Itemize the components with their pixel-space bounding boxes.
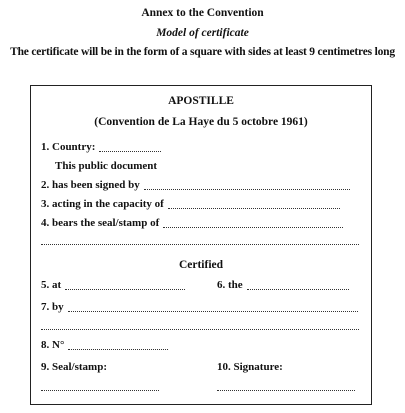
public-document-label: This public document <box>55 160 158 172</box>
model-title: Model of certificate <box>156 27 249 39</box>
size-requirement: The certificate will be in the form of a square with sides at least 9 centimetres long <box>10 46 395 58</box>
seal-row <box>41 217 343 230</box>
by-continuation-line <box>41 329 359 330</box>
signed-by-label: 2. has been signed by <box>41 179 140 191</box>
signature-label: 10. Signature: <box>217 361 283 373</box>
signature-row <box>217 361 283 374</box>
capacity-label: 3. acting in the capacity of <box>41 198 164 210</box>
seal-label: 4. bears the seal/stamp of <box>41 217 160 229</box>
seal-continuation-line <box>41 244 359 245</box>
country-line <box>99 143 161 152</box>
date-line <box>247 281 349 290</box>
date-label: 6. the <box>217 279 243 291</box>
public-document-text <box>55 160 157 173</box>
seal-stamp-label: 9. Seal/stamp: <box>41 361 107 373</box>
capacity-row <box>41 198 340 211</box>
signature-line <box>217 390 355 391</box>
number-label: 8. N° <box>41 339 65 351</box>
by-label: 7. by <box>41 301 64 313</box>
at-line <box>65 281 185 290</box>
country-label: 1. Country: <box>41 141 96 153</box>
annex-title: Annex to the Convention <box>141 7 264 19</box>
by-row <box>41 301 358 314</box>
number-line <box>68 341 168 350</box>
apostille-certificate <box>30 85 372 405</box>
at-label: 5. at <box>41 279 62 291</box>
at-row <box>41 279 185 292</box>
signed-by-row <box>41 179 350 192</box>
country-row <box>41 141 161 154</box>
by-line <box>68 303 358 312</box>
seal-stamp-line <box>41 390 159 391</box>
number-row <box>41 339 168 352</box>
seal-stamp-row <box>41 361 107 374</box>
capacity-line <box>168 200 340 209</box>
certified-heading: Certified <box>178 259 224 271</box>
date-row <box>217 279 349 292</box>
certificate-subtitle: (Convention de La Haye du 5 octobre 1961) <box>94 116 308 128</box>
seal-line <box>163 219 343 228</box>
signed-by-line <box>144 181 350 190</box>
certificate-title: APOSTILLE <box>168 95 234 107</box>
